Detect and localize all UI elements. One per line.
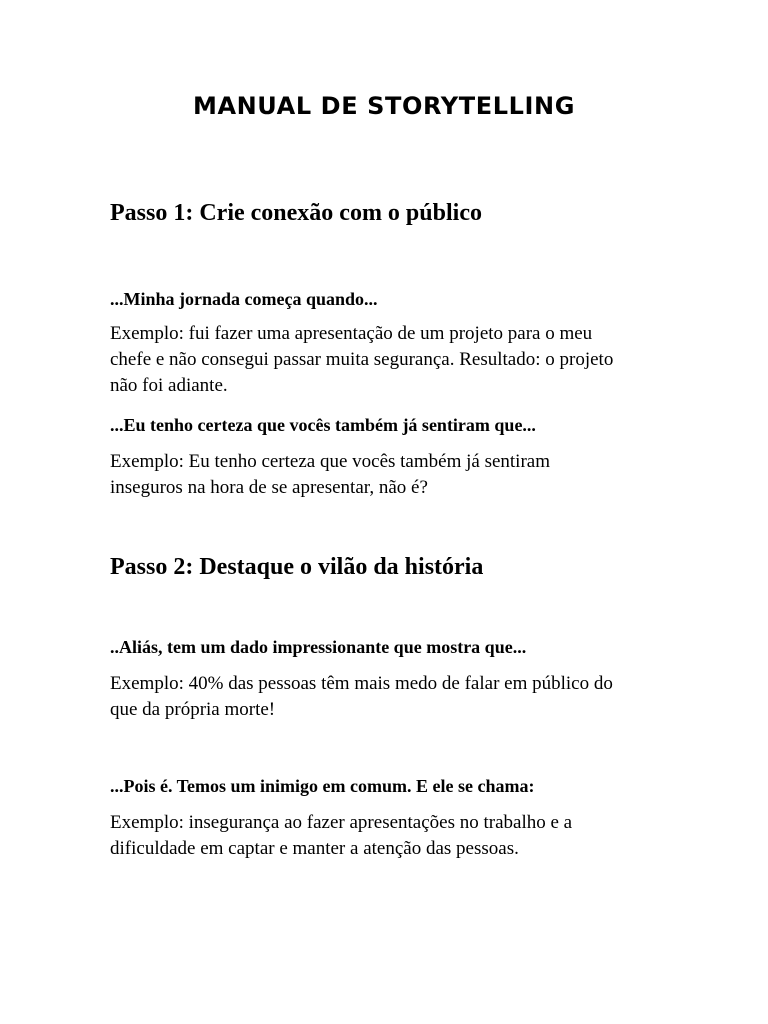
example-line: não foi adiante. (110, 375, 228, 396)
step-1-prompt-1: ...Minha jornada começa quando... (110, 289, 378, 309)
step-2-heading: Passo 2: Destaque o vilão da história (110, 554, 484, 580)
step-1-prompt-2: ...Eu tenho certeza que vocês também já sentiram que... (110, 415, 536, 435)
example-line: Exemplo: fui fazer uma apresentação de um projeto para o meu (110, 323, 593, 344)
step-2-prompt-1: ..Aliás, tem um dado impressionante que mostra que... (110, 637, 527, 657)
step-2-example-2 (110, 810, 670, 862)
step-1-heading: Passo 1: Crie conexão com o público (110, 200, 482, 226)
example-line: Exemplo: Eu tenho certeza que vocês também já sentiram (110, 451, 550, 472)
document-title: MANUAL DE STORYTELLING (192, 92, 576, 120)
example-line: que da própria morte! (110, 699, 276, 720)
example-line: Exemplo: insegurança ao fazer apresentações no trabalho e a (110, 812, 573, 833)
step-1-example-2 (110, 449, 670, 501)
example-line: inseguros na hora de se apresentar, não é? (110, 477, 428, 498)
step-2-example-1 (110, 671, 670, 723)
step-2-prompt-2: ...Pois é. Temos um inimigo em comum. E ele se chama: (110, 776, 535, 796)
step-1-example-1 (110, 321, 670, 399)
example-line: dificuldade em captar e manter a atenção das pessoas. (110, 838, 519, 859)
example-line: Exemplo: 40% das pessoas têm mais medo de falar em público do (110, 673, 613, 694)
example-line: chefe e não consegui passar muita segurança. Resultado: o projeto (110, 349, 614, 370)
